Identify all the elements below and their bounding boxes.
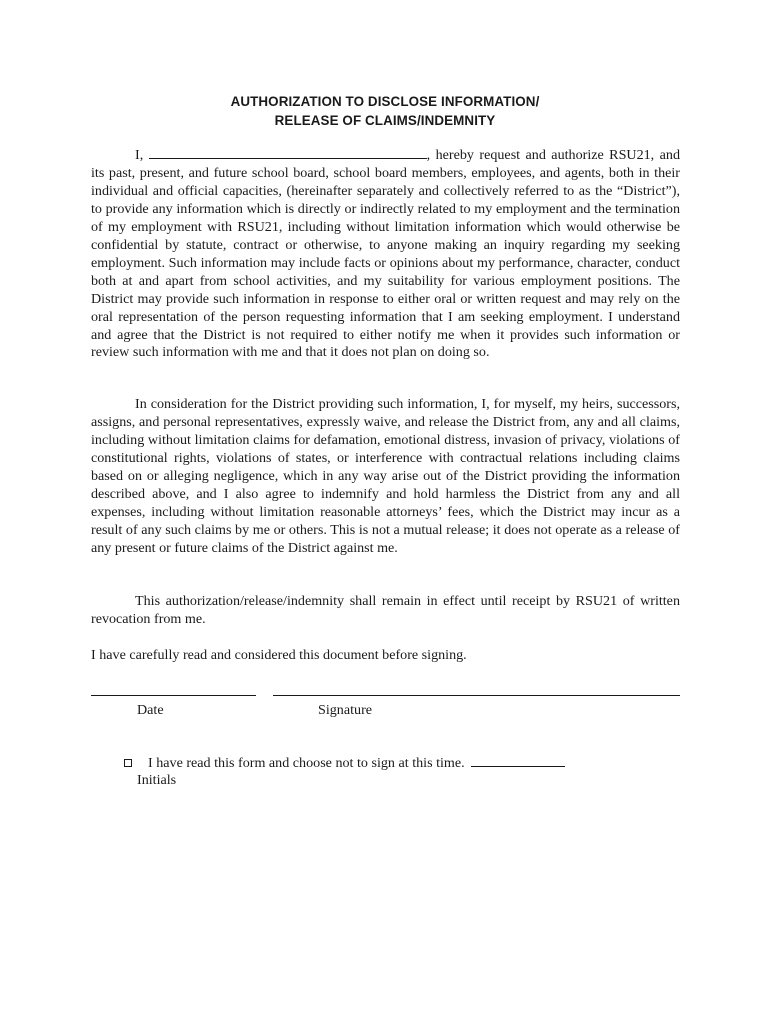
- signature-line[interactable]: [273, 695, 680, 696]
- name-blank-line[interactable]: [149, 146, 427, 159]
- decline-checkbox[interactable]: [124, 759, 132, 767]
- acknowledgement-text: I have carefully read and considered this document before signing.: [91, 647, 467, 663]
- date-label: Date: [137, 702, 164, 718]
- document-title-line-2: RELEASE OF CLAIMS/INDEMNITY: [274, 113, 496, 128]
- decline-text: I have read this form and choose not to sign at this time.: [148, 755, 465, 771]
- paragraph-lead: I,: [135, 147, 144, 163]
- authorization-paragraph: [91, 146, 680, 362]
- signature-label: Signature: [318, 702, 373, 718]
- duration-text: This authorization/release/indemnity shall remain in effect until receipt by RSU21 of written revocation from me.: [91, 593, 680, 627]
- release-paragraph: [91, 396, 680, 558]
- date-line[interactable]: [91, 695, 256, 696]
- release-text: In consideration for the District providing such information, I, for myself, my heirs, successors, assigns, and personal representatives, expressly waive, and release the District from, any and all claims, including without limitation claims for defamation, emotional distress, invasion of privacy, violations of constitutional rights, violations of states, or interference with contractual relations including claims based on or alleging negligence, which in any way arise out of the District providing the information described above, and I also agree to indemnify and hold harmless the District from any and all expenses, including without limitation reasonable attorneys’ fees, which the District may incur as a result of any such claims by me or others. This is not a mutual release; it does not operate as a release of any present or future claims of the District against me.: [91, 396, 680, 556]
- initials-label: Initials: [137, 772, 177, 788]
- document-title-line-1: AUTHORIZATION TO DISCLOSE INFORMATION/: [230, 94, 540, 109]
- authorization-text: , hereby request and authorize RSU21, and its past, present, and future school board, school board members, employees, and agents, both in their individual and official capacities, (hereinafter separately and collectively referred to as the “District”), to provide any information which is directly or indirectly related to my employment and the termination of my employment with RSU21, including without limitation information which would otherwise be confidential by statute, contract or otherwise, to anyone making an inquiry regarding my seeking employment. Such information may include facts or opinions about my performance, character, conduct both at and apart from school activities, and my suitability for various employment positions. The District may provide such information in response to either oral or written request and may rely on the oral representation of the person requesting information that I am seeking employment. I understand and agree that the District is not required to either notify me when it provides such information or review such information with me and that it does not plan on doing so.: [91, 147, 680, 361]
- duration-paragraph: [91, 593, 680, 629]
- initials-line[interactable]: [471, 754, 565, 767]
- decline-option: [148, 754, 565, 772]
